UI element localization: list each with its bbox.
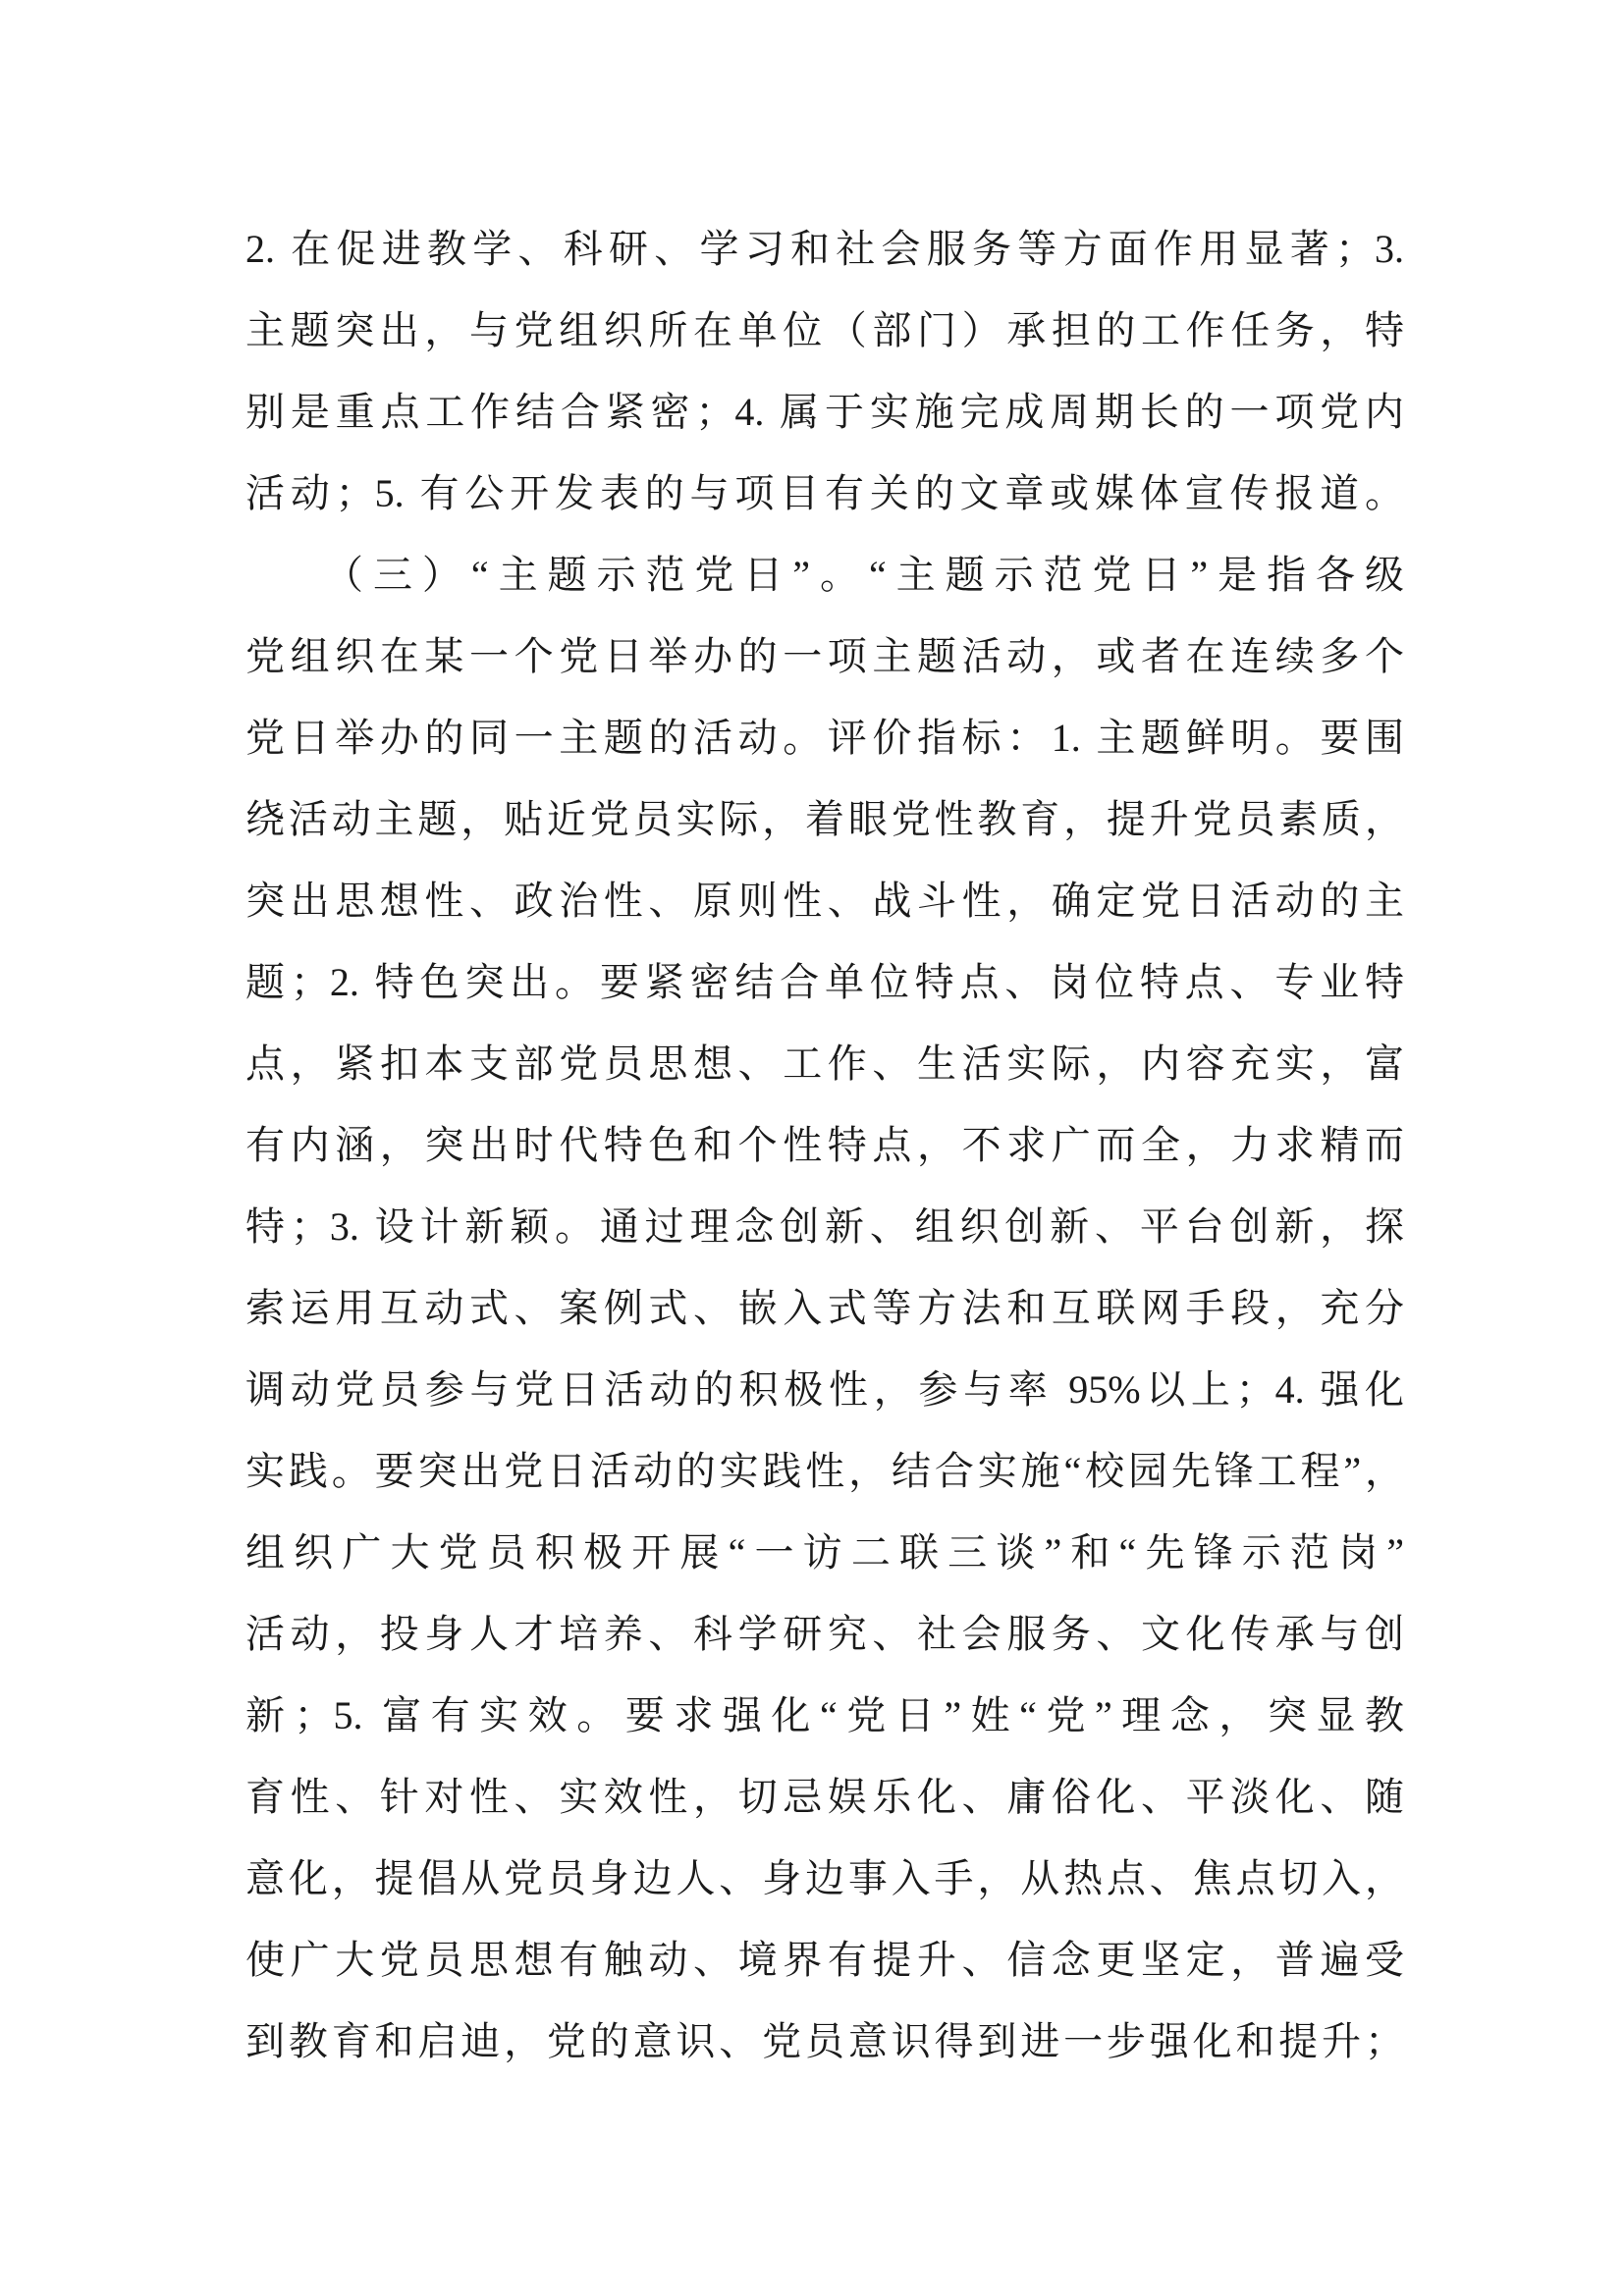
text-line: 活动；5. 有公开发表的与项目有关的文章或媒体宣传报道。: [245, 471, 1404, 515]
text-line: 组织广大党员积极开展“一访二联三谈”和“先锋示范岗”: [245, 1530, 1404, 1575]
text-line: 实践。要突出党日活动的实践性，结合实施“校园先锋工程”，: [245, 1449, 1404, 1493]
text-line: 别是重点工作结合紧密；4. 属于实施完成周期长的一项党内: [245, 390, 1404, 434]
text-line: 主题突出，与党组织所在单位（部门）承担的工作任务，特: [245, 308, 1404, 352]
text-line: 新；5. 富有实效。要求强化“党日”姓“党”理念，突显教: [245, 1693, 1404, 1737]
text-line: 索运用互动式、案例式、嵌入式等方法和互联网手段，充分: [245, 1286, 1404, 1330]
document-text-block: [245, 208, 1404, 2082]
text-line: 题；2. 特色突出。要紧密结合单位特点、岗位特点、专业特: [245, 960, 1404, 1004]
text-line: 绕活动主题，贴近党员实际，着眼党性教育，提升党员素质，: [245, 797, 1404, 841]
text-line: 活动，投身人才培养、科学研究、社会服务、文化传承与创: [245, 1612, 1404, 1656]
text-line: 调动党员参与党日活动的积极性，参与率 95%以上；4. 强化: [245, 1367, 1404, 1412]
text-line: 点，紧扣本支部党员思想、工作、生活实际，内容充实，富: [245, 1041, 1404, 1086]
text-line: 意化，提倡从党员身边人、身边事入手，从热点、焦点切入，: [245, 1856, 1404, 1900]
text-line: 2. 在促进教学、科研、学习和社会服务等方面作用显著；3.: [245, 227, 1404, 271]
text-line: （三）“主题示范党日”。“主题示范党日”是指各级: [324, 553, 1404, 597]
text-line: 使广大党员思想有触动、境界有提升、信念更坚定，普遍受: [245, 1938, 1404, 1982]
text-line: 到教育和启迪，党的意识、党员意识得到进一步强化和提升；: [245, 2019, 1404, 2063]
text-line: 有内涵，突出时代特色和个性特点，不求广而全，力求精而: [245, 1123, 1404, 1167]
text-line: 育性、针对性、实效性，切忌娱乐化、庸俗化、平淡化、随: [245, 1775, 1404, 1819]
text-line: 突出思想性、政治性、原则性、战斗性，确定党日活动的主: [245, 879, 1404, 923]
text-line: 党组织在某一个党日举办的一项主题活动，或者在连续多个: [245, 634, 1404, 678]
text-line: 党日举办的同一主题的活动。评价指标：1. 主题鲜明。要围: [245, 716, 1404, 760]
text-line: 特；3. 设计新颖。通过理念创新、组织创新、平台创新，探: [245, 1204, 1404, 1249]
